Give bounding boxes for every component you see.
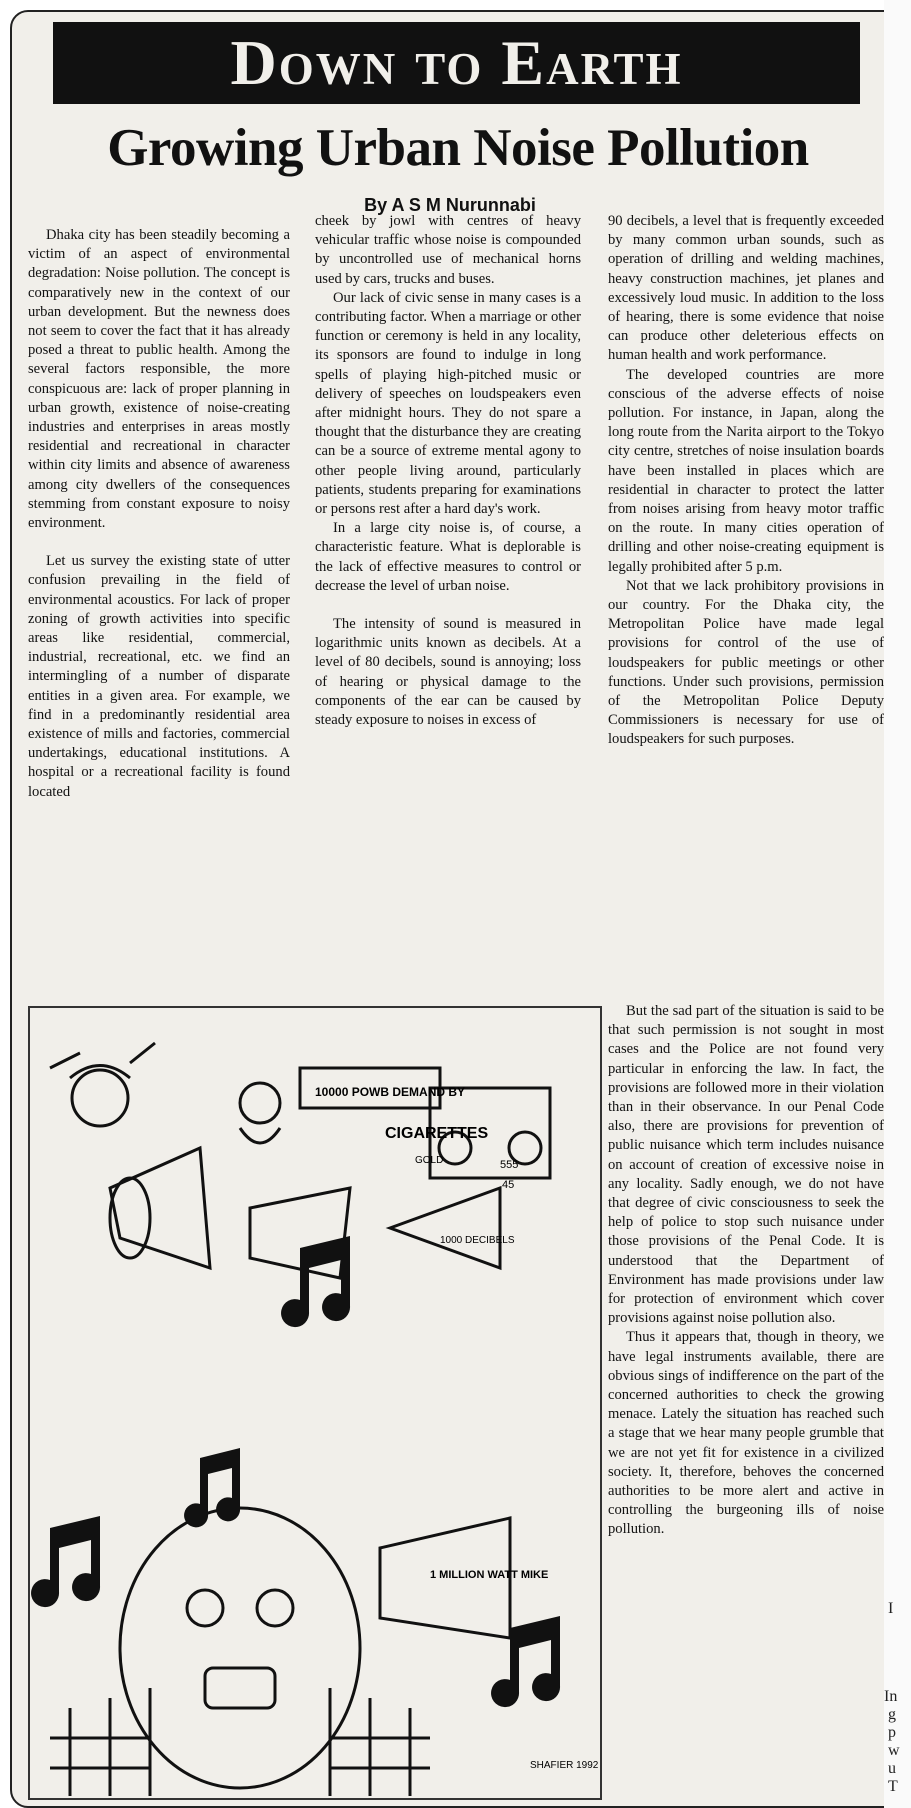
article-column-2	[315, 212, 581, 730]
paragraph: Let us survey the existing state of utter confusion prevailing in the field of environmental acoustics. For lack of proper zoning of growth activities into specific areas like residential, commercial, industrial, recreational, etc. we find an intermingling of a number of disparate entities in a given area. For example, we find in a predominantly residential area existence of mills and factories, commercial undertakings, educational institutions. A hospital or a recreational facility is found located	[28, 553, 290, 800]
megaphone-drawing	[110, 1148, 210, 1268]
article-column-1	[28, 226, 290, 802]
face-doodle	[72, 1070, 128, 1126]
article-column-3	[608, 212, 884, 750]
decibels-label: 1000 DECIBELS	[440, 1235, 515, 1246]
section-banner: Down to Earth	[53, 22, 860, 104]
edge-letter: p	[888, 1724, 896, 1741]
music-note	[184, 1448, 240, 1527]
price-45: 45	[502, 1179, 515, 1191]
edge-letter: I	[888, 1600, 894, 1617]
paragraph: In a large city noise is, of course, a characteristic feature. What is deplorable is the lack of effective measures to control or decrease the level of urban noise.	[315, 520, 581, 594]
paragraph: Thus it appears that, though in theory, we have legal instruments available, there are obvious sings of indifference on the part of the concerned authorities to check the growing menace. Lately the situation has reached such a stage that we hear many people grumble that we are not yet fit for existence in a civilized society. It, therefore, behoves the concerned authorities to be more alert and active in controlling the burgeoning ills of noise pollution.	[608, 1329, 884, 1538]
article-column-3-continued	[608, 1002, 884, 1540]
paragraph: Dhaka city has been steadily becoming a victim of an aspect of environmental degradation: Noise pollution. The concept is comparatively new in the context of our urban development. But the newness does not seem to cover the fact that it has already posed a threat to public health. Among the several factors responsible, the more conspicuous are: lack of proper planning in urban growth, existence of noise-creating industries and enterprises in areas mostly residential and recreational in character within city limits and absence of awareness among city dwellers of the consequences stemming from constant exposure to noisy environment.	[28, 227, 290, 532]
edge-letter: w	[888, 1742, 900, 1759]
paragraph: The intensity of sound is measured in logarithmic units known as decibels. At a level of 80 decibels, sound is annoying; loss of hearing or physical damage to the components of the ear can be caused by steady exposure to noises in excess of	[315, 616, 581, 729]
cartoon-illustration	[28, 1006, 602, 1800]
screaming-face	[120, 1508, 360, 1788]
paragraph: Not that we lack prohibitory provisions in our country. For the Dhaka city, the Metropolitan Police have made legal provisions for control of the use of loudspeakers for public meetings or other functions. Under such provisions, permission of the Metropolitan Police Deputy Commissioners is necessary for use of loudspeakers for such purposes.	[608, 577, 884, 748]
edge-letter: g	[888, 1706, 896, 1723]
mike-label: 1 MILLION WATT MIKE	[430, 1569, 549, 1581]
edge-letter: In	[884, 1688, 898, 1705]
gold-label: GOLD	[415, 1155, 444, 1166]
edge-letter: T	[888, 1778, 898, 1795]
paragraph: 90 decibels, a level that is frequently exceeded by many common urban sounds, such as operation of drilling and welding machines, heavy construction machines, jet planes and excessively loud music. In addition to the loss of hearing, there is some evidence that noise can produce other deleterious effects on human health and work performance.	[608, 213, 884, 364]
paragraph: The developed countries are more conscious of the adverse effects of noise pollution. For instance, in Japan, along the long route from the Narita airport to the Tokyo city centre, stretches of noise insulation boards have been installed in places which are residential in character to protect the latter from noises arising from heavy motor traffic on the route. In many cities operation of drilling and other noise-creating equipment is legally prohibited after 5 p.m.	[608, 366, 884, 575]
cartoon-drawing	[30, 1008, 600, 1798]
edge-letter: u	[888, 1760, 896, 1777]
price-555: 555	[500, 1159, 519, 1171]
paragraph: But the sad part of the situation is said to be that such permission is not sought in most cases and the Police are not found very particular in enforcing the law. In fact, the provisions are followed more in their violation than in their observance. In our Penal Code also, there are provisions for prevention of public nuisance which term includes nuisance on account of creation of excessive noise in any locality. Sadly enough, we do not have that degree of civic consciousness to seek the help of police to stop such nuisance under those provisions of the Penal Code. It is understood that the Department of Environment has made provisions under law for protection of environment which cover provisions against noise pollution also.	[608, 1003, 884, 1327]
cigarettes-label: CIGARETTES	[385, 1125, 489, 1142]
paragraph: cheek by jowl with centres of heavy vehicular traffic whose noise is compounded by uncontrolled use of mechanical horns used by cars, trucks and buses.	[315, 213, 581, 287]
artist-signature: SHAFIER 1992	[530, 1760, 599, 1771]
article-headline: Growing Urban Noise Pollution	[107, 119, 809, 177]
paragraph: Our lack of civic sense in many cases is a contributing factor. When a marriage or other function or ceremony is held in any locality, its sponsors are found to indulge in long spells of playing high-pitched music or delivery of speeches on loudspeakers even after midnight hours. They do not spare a thought that the disturbance they are creating can be a source of extreme mental agony to other people living around, particularly patients, students preparing for examinations or persons rest after a hard day's work.	[315, 289, 581, 518]
adjacent-page-edge	[884, 0, 911, 1808]
article-byline: By A S M Nurunnabi	[364, 195, 536, 215]
sign-text: 10000 POWB DEMAND BY	[315, 1085, 466, 1099]
